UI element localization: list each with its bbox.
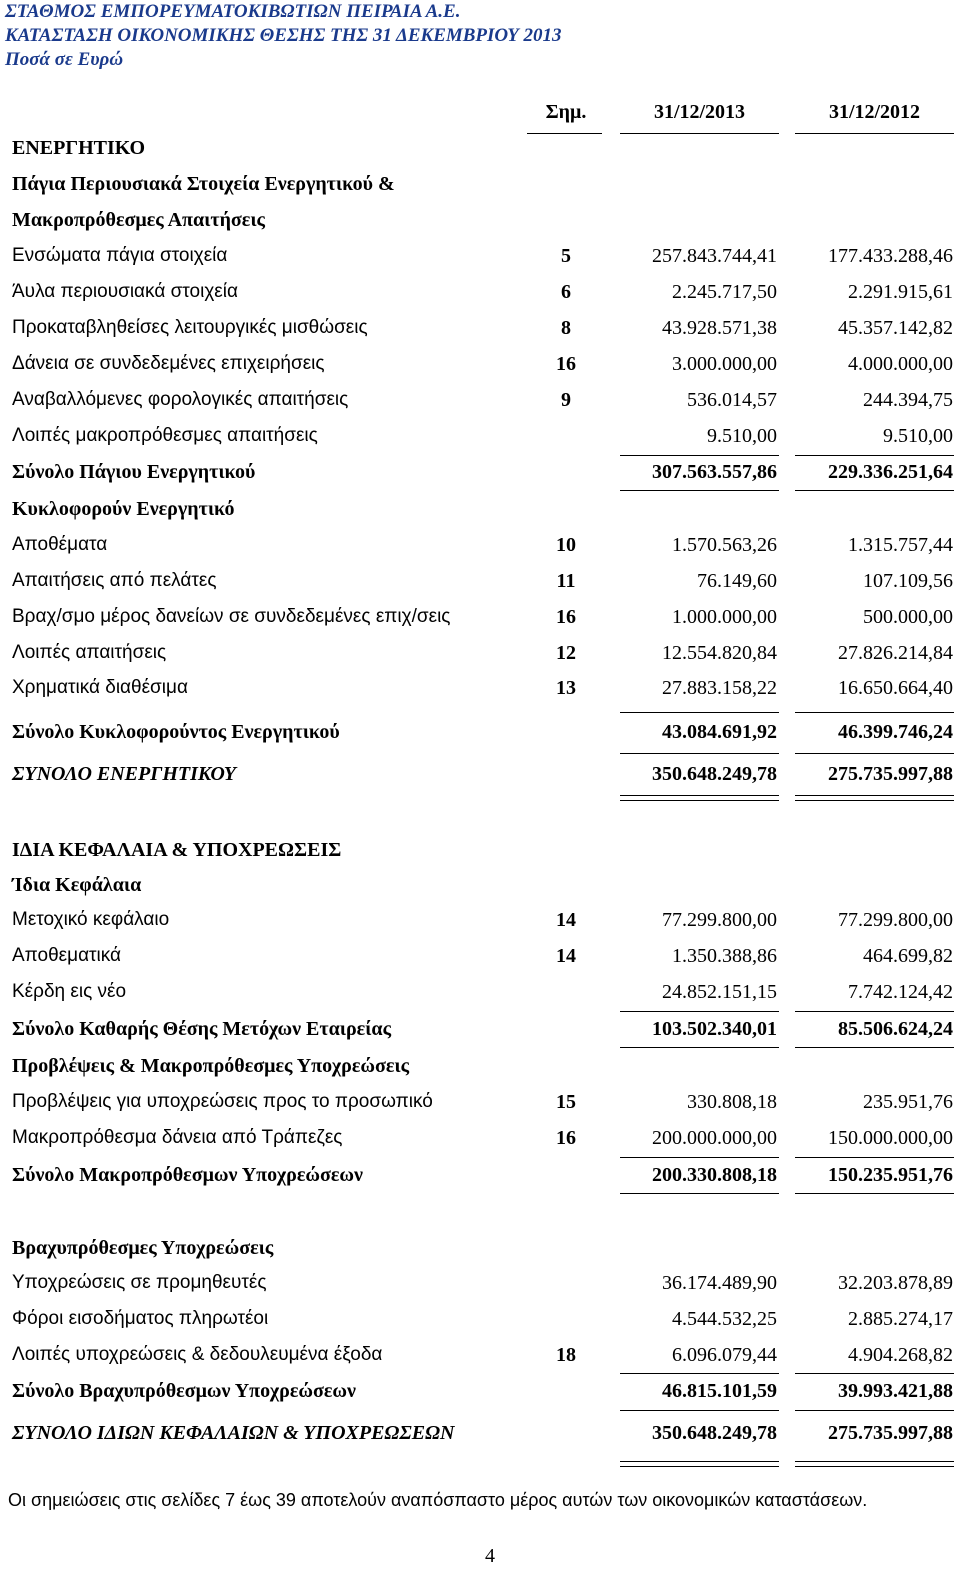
total-rule <box>795 753 954 754</box>
line-item-label: Λοιπές υποχρεώσεις & δεδουλευμένα έξοδα <box>12 1344 383 1365</box>
reserves-row <box>0 942 960 970</box>
section-heading: Προβλέψεις & Μακροπρόθεσμες Υποχρεώσεις <box>12 1055 410 1077</box>
amount-2013: 2.245.717,50 <box>672 281 777 303</box>
inventories-row <box>0 531 960 559</box>
double-rule <box>620 1466 779 1467</box>
subtotal-rule <box>620 1011 779 1012</box>
line-item-label: Προκαταβληθείσες λειτουργικές μισθώσεις <box>12 317 368 338</box>
line-item-label: Μακροπρόθεσμα δάνεια από Τράπεζες <box>12 1127 343 1148</box>
note-reference: 9 <box>561 389 571 411</box>
line-item-label: Απαιτήσεις από πελάτες <box>12 570 217 591</box>
section-heading-line-2: Μακροπρόθεσμες Απαιτήσεις <box>12 209 265 231</box>
line-item-label: Αναβαλλόμενες φορολογικές απαιτήσεις <box>12 389 349 410</box>
line-item-label: Λοιπές απαιτήσεις <box>12 642 167 663</box>
other-long-term-receivables-row <box>0 422 960 450</box>
equity-heading <box>0 871 960 899</box>
total-label: Σύνολο Κυκλοφορούντος Ενεργητικού <box>12 721 340 743</box>
subtotal-rule <box>620 455 779 456</box>
deferred-tax-assets-row <box>0 386 960 414</box>
line-item-label: Κέρδη εις νέο <box>12 981 127 1002</box>
page-number: 4 <box>485 1545 495 1567</box>
line-item-label: Αποθεματικά <box>12 945 122 966</box>
line-item-label: Αποθέματα <box>12 534 108 555</box>
note-reference: 12 <box>556 642 576 664</box>
cash-and-equivalents-row <box>0 674 960 702</box>
current-liabilities-heading <box>0 1234 960 1262</box>
double-rule <box>795 800 954 801</box>
amount-2012: 150.235.951,76 <box>828 1164 953 1186</box>
line-item-label: Φόροι εισοδήματος πληρωτέοι <box>12 1308 269 1329</box>
amount-2012: 45.357.142,82 <box>838 317 953 339</box>
amount-2013: 1.350.388,86 <box>672 945 777 967</box>
amount-2012: 150.000.000,00 <box>828 1127 953 1149</box>
total-rule <box>620 490 779 491</box>
section-heading: Κυκλοφορούν Ενεργητικό <box>12 498 235 520</box>
amount-2013: 76.149,60 <box>697 570 777 592</box>
amount-2013: 6.096.079,44 <box>672 1344 777 1366</box>
subtotal-rule <box>795 712 954 713</box>
amount-2013: 4.544.532,25 <box>672 1308 777 1330</box>
employee-benefit-provisions-row <box>0 1088 960 1116</box>
trade-payables-row <box>0 1269 960 1297</box>
non-current-liabilities-heading <box>0 1052 960 1080</box>
line-item-label: Άυλα περιουσιακά στοιχεία <box>12 281 238 302</box>
total-assets-row <box>0 760 960 788</box>
loans-to-related-companies-row <box>0 350 960 378</box>
amount-2012: 4.904.268,82 <box>848 1344 953 1366</box>
section-title: ΙΔΙΑ ΚΕΦΑΛΑΙΑ & ΥΠΟΧΡΕΩΣΕΙΣ <box>12 839 342 861</box>
amount-2013: 1.570.563,26 <box>672 534 777 556</box>
column-header-row <box>0 98 960 126</box>
amount-2013: 12.554.820,84 <box>662 642 777 664</box>
total-rule <box>795 1193 954 1194</box>
line-item-label: Μετοχικό κεφάλαιο <box>12 909 170 930</box>
line-item-label: Λοιπές μακροπρόθεσμες απαιτήσεις <box>12 425 318 446</box>
double-rule <box>620 800 779 801</box>
amount-2012: 235.951,76 <box>863 1091 953 1113</box>
note-reference: 14 <box>556 945 576 967</box>
other-receivables-row <box>0 639 960 667</box>
footer-notes-statement: Οι σημειώσεις στις σελίδες 7 έως 39 αποτελούν αναπόσπαστο μέρος αυτών των οικονομικών καταστάσεων. <box>8 1490 868 1510</box>
note-reference: 16 <box>556 1127 576 1149</box>
amount-2012: 275.735.997,88 <box>828 763 953 785</box>
amount-2013: 307.563.557,86 <box>652 461 777 483</box>
amount-2013: 3.000.000,00 <box>672 353 777 375</box>
note-reference: 16 <box>556 353 576 375</box>
subtotal-rule <box>620 712 779 713</box>
subtotal-rule <box>795 1011 954 1012</box>
note-reference: 16 <box>556 606 576 628</box>
total-current-liabilities-row <box>0 1377 960 1405</box>
intangible-assets-row <box>0 278 960 306</box>
trade-receivables-row <box>0 567 960 595</box>
amount-2012: 9.510,00 <box>883 425 953 447</box>
subtotal-rule <box>795 455 954 456</box>
amount-2013: 46.815.101,59 <box>662 1380 777 1402</box>
total-label: Σύνολο Μακροπρόθεσμων Υποχρεώσεων <box>12 1164 363 1186</box>
amount-2013: 536.014,57 <box>687 389 777 411</box>
subtotal-rule <box>795 1157 954 1158</box>
total-rule <box>620 753 779 754</box>
amount-2013: 43.084.691,92 <box>662 721 777 743</box>
section-title: ΕΝΕΡΓΗΤΙΚΟ <box>12 137 145 159</box>
note-column-header: Σημ. <box>545 101 587 123</box>
amount-2012: 32.203.878,89 <box>838 1272 953 1294</box>
section-heading: Βραχυπρόθεσμες Υποχρεώσεις <box>12 1237 274 1259</box>
note-reference: 11 <box>556 570 576 592</box>
double-rule <box>620 795 779 796</box>
property-plant-equipment-row <box>0 242 960 270</box>
amount-2013: 9.510,00 <box>707 425 777 447</box>
currency-note: Ποσά σε Ευρώ <box>5 49 124 70</box>
total-rule <box>620 1047 779 1048</box>
year-2013-column-header: 31/12/2013 <box>653 101 746 123</box>
line-item-label: Βραχ/σμο μέρος δανείων σε συνδεδεμένες επιχ/σεις <box>12 606 451 627</box>
double-rule <box>795 795 954 796</box>
prepaid-operating-leases-row <box>0 314 960 342</box>
line-item-label: Υποχρεώσεις σε προμηθευτές <box>12 1272 267 1293</box>
amount-2012: 16.650.664,40 <box>838 677 953 699</box>
amount-2012: 46.399.746,24 <box>838 721 953 743</box>
company-name: ΣΤΑΘΜΟΣ ΕΜΠΟΡΕΥΜΑΤΟΚΙΒΩΤΙΩΝ ΠΕΙΡΑΙΑ Α.Ε. <box>5 1 461 22</box>
note-reference: 13 <box>556 677 576 699</box>
amount-2013: 27.883.158,22 <box>662 677 777 699</box>
total-rule <box>795 490 954 491</box>
retained-earnings-row <box>0 978 960 1006</box>
note-reference: 18 <box>556 1344 576 1366</box>
line-item-label: Δάνεια σε συνδεδεμένες επιχειρήσεις <box>12 353 325 374</box>
amount-2013: 350.648.249,78 <box>652 763 777 785</box>
amount-2012: 85.506.624,24 <box>838 1018 953 1040</box>
total-non-current-liabilities-row <box>0 1161 960 1189</box>
note-reference: 6 <box>561 281 571 303</box>
total-rule <box>620 1193 779 1194</box>
total-label: Σύνολο Καθαρής Θέσης Μετόχων Εταιρείας <box>12 1018 392 1040</box>
short-term-related-loans-row <box>0 603 960 631</box>
amount-2012: 1.315.757,44 <box>848 534 953 556</box>
double-rule <box>795 1466 954 1467</box>
amount-2012: 107.109,56 <box>863 570 953 592</box>
amount-2013: 1.000.000,00 <box>672 606 777 628</box>
other-payables-accruals-row <box>0 1341 960 1369</box>
equity-liabilities-title <box>0 836 960 864</box>
total-rule <box>795 1047 954 1048</box>
line-item-label: Χρηματικά διαθέσιμα <box>12 677 188 698</box>
current-assets-heading <box>0 495 960 523</box>
amount-2012: 39.993.421,88 <box>838 1380 953 1402</box>
amount-2013: 350.648.249,78 <box>652 1422 777 1444</box>
note-reference: 8 <box>561 317 571 339</box>
amount-2013: 77.299.800,00 <box>662 909 777 931</box>
note-reference: 5 <box>561 245 571 267</box>
amount-2012: 177.433.288,46 <box>828 245 953 267</box>
amount-2013: 200.330.808,18 <box>652 1164 777 1186</box>
amount-2013: 43.928.571,38 <box>662 317 777 339</box>
total-rule <box>795 1410 954 1411</box>
amount-2012: 244.394,75 <box>863 389 953 411</box>
total-label: Σύνολο Πάγιου Ενεργητικού <box>12 461 256 483</box>
statement-title: ΚΑΤΑΣΤΑΣΗ ΟΙΚΟΝΟΜΙΚΗΣ ΘΕΣΗΣ ΤΗΣ 31 ΔΕΚΕΜΒΡΙΟΥ 2013 <box>5 25 562 46</box>
note-reference: 15 <box>556 1091 576 1113</box>
amount-2013: 200.000.000,00 <box>652 1127 777 1149</box>
amount-2012: 27.826.214,84 <box>838 642 953 664</box>
amount-2012: 2.291.915,61 <box>848 281 953 303</box>
amount-2013: 36.174.489,90 <box>662 1272 777 1294</box>
line-item-label: Προβλέψεις για υποχρεώσεις προς το προσωπικό <box>12 1091 433 1112</box>
subtotal-rule <box>795 1373 954 1374</box>
amount-2013: 257.843.744,41 <box>652 245 777 267</box>
total-equity-row <box>0 1015 960 1043</box>
non-current-assets-heading <box>0 170 960 198</box>
amount-2012: 4.000.000,00 <box>848 353 953 375</box>
note-reference: 10 <box>556 534 576 556</box>
amount-2013: 24.852.151,15 <box>662 981 777 1003</box>
total-current-assets-row <box>0 718 960 746</box>
amount-2012: 7.742.124,42 <box>848 981 953 1003</box>
line-item-label: Ενσώματα πάγια στοιχεία <box>12 245 228 266</box>
subtotal-rule <box>620 1157 779 1158</box>
double-rule <box>620 1461 779 1462</box>
subtotal-rule <box>620 1373 779 1374</box>
total-rule <box>620 1410 779 1411</box>
double-rule <box>795 1461 954 1462</box>
total-non-current-assets-row <box>0 458 960 486</box>
amount-2012: 500.000,00 <box>863 606 953 628</box>
grand-total-label: ΣΥΝΟΛΟ ΙΔΙΩΝ ΚΕΦΑΛΑΙΩΝ & ΥΠΟΧΡΕΩΣΕΩΝ <box>12 1422 455 1444</box>
amount-2012: 229.336.251,64 <box>828 461 953 483</box>
long-term-bank-loans-row <box>0 1124 960 1152</box>
non-current-assets-heading-cont <box>0 206 960 234</box>
share-capital-row <box>0 906 960 934</box>
income-tax-payable-row <box>0 1305 960 1333</box>
assets-title <box>0 134 960 162</box>
amount-2012: 275.735.997,88 <box>828 1422 953 1444</box>
amount-2012: 2.885.274,17 <box>848 1308 953 1330</box>
amount-2012: 464.699,82 <box>863 945 953 967</box>
amount-2013: 103.502.340,01 <box>652 1018 777 1040</box>
year-2012-column-header: 31/12/2012 <box>828 101 921 123</box>
amount-2013: 330.808,18 <box>687 1091 777 1113</box>
grand-total-label: ΣΥΝΟΛΟ ΕΝΕΡΓΗΤΙΚΟΥ <box>12 763 236 785</box>
note-reference: 14 <box>556 909 576 931</box>
total-label: Σύνολο Βραχυπρόθεσμων Υποχρεώσεων <box>12 1380 356 1402</box>
total-equity-and-liabilities-row <box>0 1419 960 1447</box>
section-heading: Ίδια Κεφάλαια <box>12 874 142 896</box>
amount-2012: 77.299.800,00 <box>838 909 953 931</box>
section-heading-line-1: Πάγια Περιουσιακά Στοιχεία Ενεργητικού & <box>12 173 395 195</box>
